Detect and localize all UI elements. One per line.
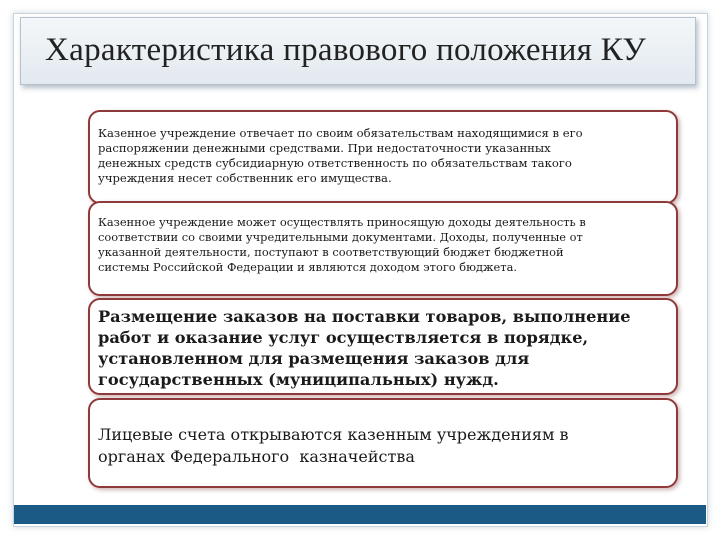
text-line: денежных средств субсидиарную ответственность по обязательствам такого xyxy=(98,156,572,170)
info-box-text xyxy=(98,306,668,390)
title-bar xyxy=(20,17,696,85)
info-box-liability xyxy=(88,110,678,204)
info-box-income xyxy=(88,201,678,296)
text-line: Казенное учреждение отвечает по своим обязательствам находящимися в его xyxy=(98,126,583,140)
text-line: распоряжении денежными средствами. При недостаточности указанных xyxy=(98,141,551,155)
text-line: установленном для размещения заказов для xyxy=(98,349,530,368)
footer-bar xyxy=(14,505,706,524)
text-line: Лицевые счета открываются казенным учреждениям в xyxy=(98,425,569,444)
info-box-procurement xyxy=(88,298,678,395)
info-box-text xyxy=(98,215,668,275)
info-box-text xyxy=(98,424,668,468)
text-line: соответствии со своими учредительными документами. Доходы, полученные от xyxy=(98,230,583,244)
info-box-accounts xyxy=(88,398,678,488)
text-line: указанной деятельности, поступают в соответствующий бюджет бюджетной xyxy=(98,245,564,259)
text-line: системы Российской Федерации и являются доходом этого бюджета. xyxy=(98,260,517,274)
info-box-text xyxy=(98,126,668,186)
text-line: работ и оказание услуг осуществляется в порядке, xyxy=(98,328,589,347)
text-line: учреждения несет собственник его имущества. xyxy=(98,171,392,185)
slide-title: Характеристика правового положения КУ xyxy=(45,32,647,68)
text-line: органах Федерального казначейства xyxy=(98,447,415,466)
text-line: Размещение заказов на поставки товаров, выполнение xyxy=(98,307,631,326)
text-line: Казенное учреждение может осуществлять приносящую доходы деятельность в xyxy=(98,215,586,229)
text-line: государственных (муниципальных) нужд. xyxy=(98,370,499,389)
